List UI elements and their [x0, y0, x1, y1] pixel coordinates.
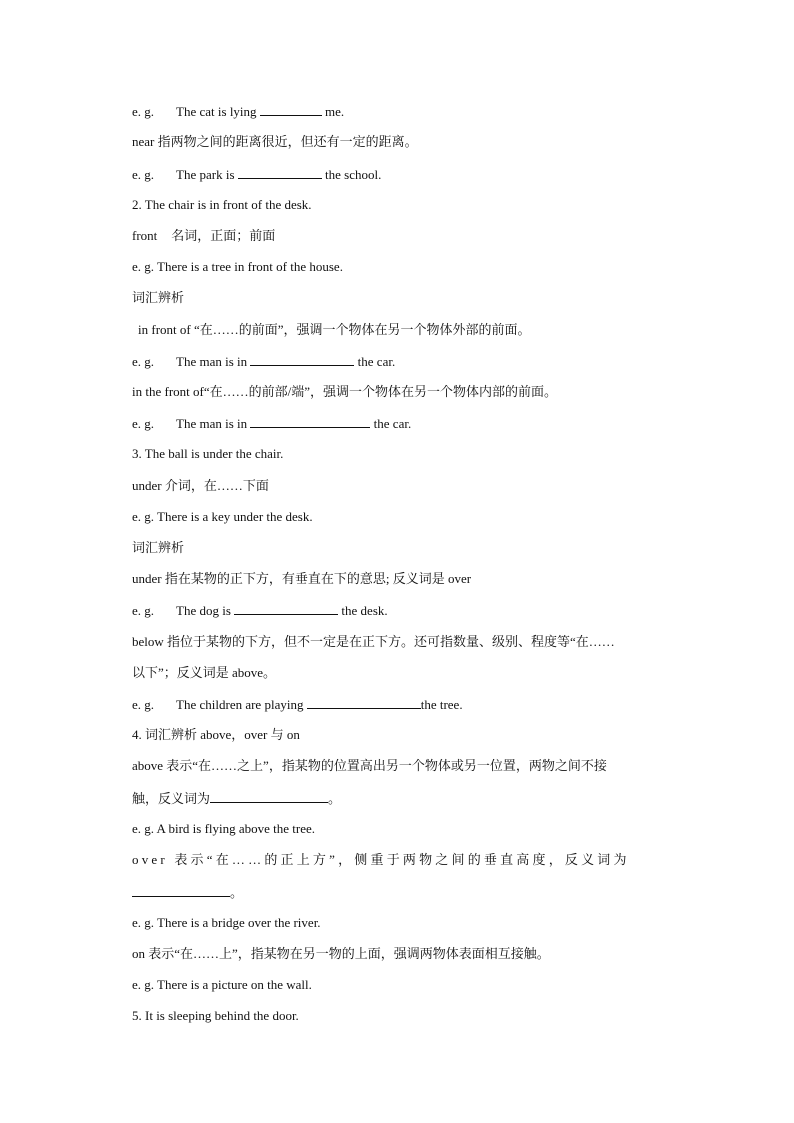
answer-blank[interactable]: [250, 415, 370, 428]
example-text-end: the car.: [357, 354, 396, 369]
example-text: The cat is lying: [176, 104, 257, 119]
explanation-line: above 表示“在……之上”，指某物的位置高出另一个物体或另一位置，两物之间不接: [132, 758, 607, 773]
explanation-line: in front of “在……的前面”，强调一个物体在另一个物体外部的前面。: [138, 322, 531, 337]
explanation-line: 以下”；反义词是 above。: [132, 665, 277, 680]
example-line: e. g. There is a picture on the wall.: [132, 977, 312, 992]
explanation-line: near 指两物之间的距离很近，但还有一定的距离。: [132, 134, 418, 149]
explanation-text-end: 。: [328, 791, 342, 806]
section-heading: 3. The ball is under the chair.: [132, 446, 284, 461]
answer-blank[interactable]: [210, 790, 328, 803]
example-text: The children are playing: [176, 697, 304, 712]
section-heading: 2. The chair is in front of the desk.: [132, 197, 312, 212]
eg-label: e. g.: [132, 354, 155, 369]
answer-blank[interactable]: [260, 103, 322, 116]
subheading: 词汇辨析: [132, 540, 185, 555]
example-line: [132, 103, 662, 120]
explanation-line: on 表示“在……上”，指某物在另一物的上面，强调两物体表面相互接触。: [132, 946, 550, 961]
explanation-line: in the front of“在……的前部/端”，强调一个物体在另一个物体内部的前面。: [132, 384, 557, 399]
example-text: The man is in: [176, 416, 248, 431]
example-text-end: me.: [325, 104, 345, 119]
answer-blank[interactable]: [238, 166, 322, 179]
answer-blank[interactable]: [234, 602, 338, 615]
example-line: [132, 415, 662, 432]
example-text-end: the tree.: [420, 697, 463, 712]
eg-label: e. g.: [132, 603, 155, 618]
eg-label: e. g.: [132, 104, 155, 119]
definition-text: 名词，正面；前面: [171, 228, 276, 243]
subheading: 词汇辨析: [132, 290, 185, 305]
answer-blank[interactable]: [307, 696, 421, 709]
example-line: [132, 602, 662, 619]
headword: front: [132, 228, 158, 243]
example-line: e. g. There is a key under the desk.: [132, 509, 313, 524]
explanation-line: under 指在某物的正下方，有垂直在下的意思; 反义词是 over: [132, 571, 472, 586]
explanation-text: 触，反义词为: [132, 791, 211, 806]
answer-blank[interactable]: [132, 884, 230, 897]
example-text: The park is: [176, 167, 235, 182]
example-line: e. g. There is a tree in front of the house.: [132, 259, 343, 274]
example-text: The man is in: [176, 354, 248, 369]
section-heading: 5. It is sleeping behind the door.: [132, 1008, 299, 1023]
example-text-end: the car.: [373, 416, 412, 431]
explanation-line: over 表示“在……的正上方”，侧重于两物之间的垂直高度，反义词为: [132, 852, 630, 867]
example-text: The dog is: [176, 603, 231, 618]
example-line: [132, 353, 662, 370]
example-line: e. g. A bird is flying above the tree.: [132, 821, 316, 836]
example-text-end: the desk.: [341, 603, 388, 618]
eg-label: e. g.: [132, 167, 155, 182]
explanation-text-end: 。: [230, 885, 244, 900]
word-definition: under 介词，在……下面: [132, 478, 269, 493]
example-line: [132, 166, 662, 183]
example-line: e. g. There is a bridge over the river.: [132, 915, 321, 930]
explanation-line: [132, 884, 662, 901]
example-text-end: the school.: [325, 167, 382, 182]
eg-label: e. g.: [132, 697, 155, 712]
example-line: [132, 696, 662, 713]
eg-label: e. g.: [132, 416, 155, 431]
answer-blank[interactable]: [250, 353, 354, 366]
explanation-line: below 指位于某物的下方，但不一定是在正下方。还可指数量、级别、程度等“在……: [132, 634, 615, 649]
explanation-line: [132, 790, 662, 807]
word-definition: [132, 228, 662, 244]
section-heading: 4. 词汇辨析 above，over 与 on: [132, 727, 300, 742]
